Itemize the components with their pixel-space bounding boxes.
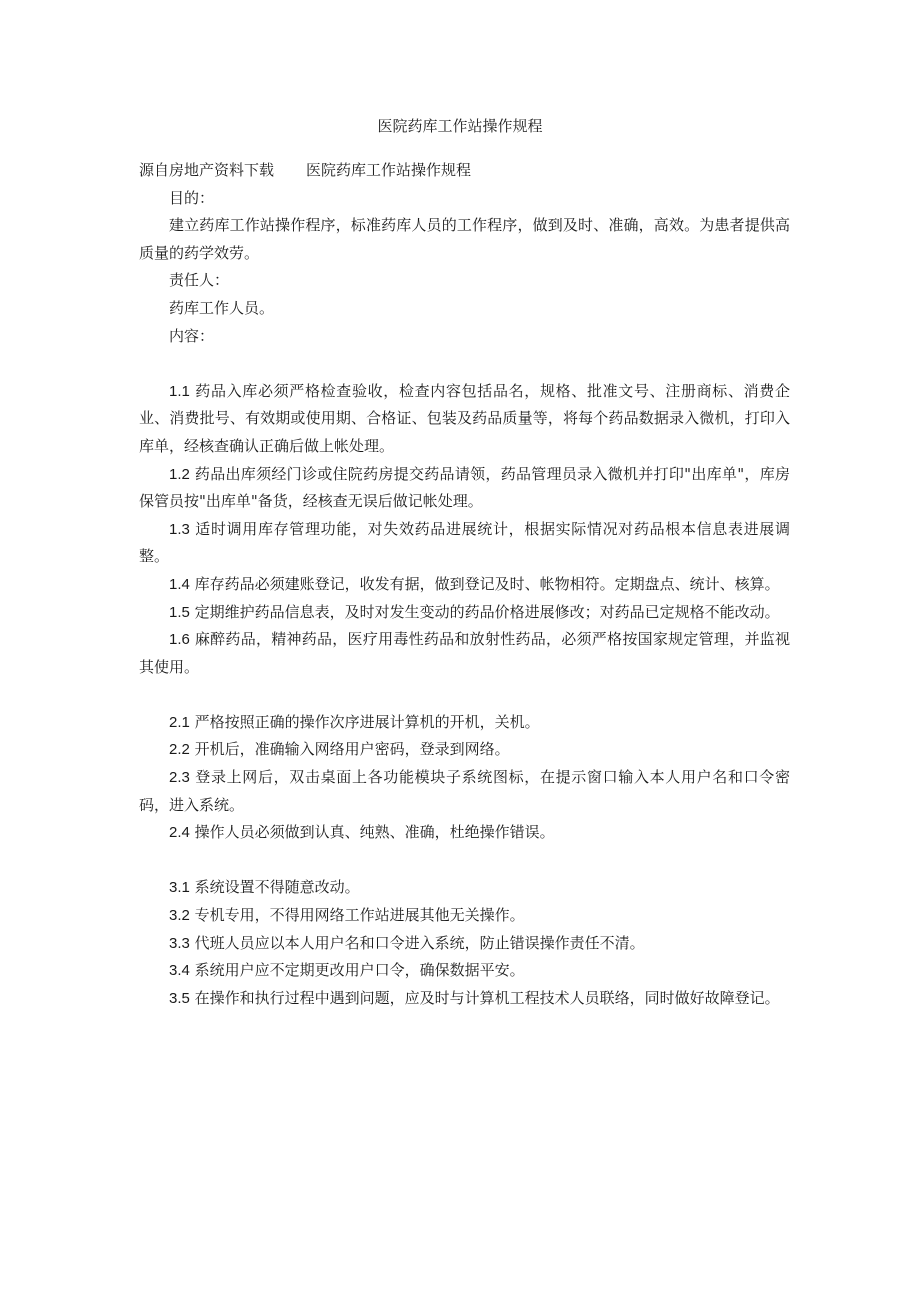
responsible-label: 责任人： — [169, 271, 230, 290]
clause-text: 定期维护药品信息表，及时对发生变动的药品价格进展修改；对药品已定规格不能改动。 — [194, 602, 780, 621]
clause-item — [139, 985, 790, 1013]
clause-number: 3.4 — [169, 962, 190, 980]
clause-number: 3.1 — [169, 879, 190, 897]
document-title: 医院药库工作站操作规程 — [377, 117, 543, 135]
clause-text: 操作人员必须做到认真、纯熟、准确，杜绝操作错误。 — [194, 823, 555, 842]
content-sections — [139, 350, 790, 1012]
clause-text: 登录上网后，双击桌面上各功能模块子系统图标，在提示窗口输入本人用户名和口令密码，进入系统。 — [139, 768, 790, 814]
clause-number: 3.2 — [169, 907, 190, 925]
subtitle-text: 医院药库工作站操作规程 — [306, 161, 472, 179]
responsible-text: 药库工作人员。 — [169, 298, 275, 317]
clause-item — [139, 957, 790, 985]
source-text: 源自房地产资料下载 — [139, 161, 275, 179]
section-spacer — [139, 350, 790, 378]
section-spacer — [139, 847, 790, 875]
clause-item — [139, 819, 790, 847]
clause-text: 库存药品必须建账登记，收发有据，做到登记及时、帐物相符。定期盘点、统计、核算。 — [194, 574, 780, 593]
clause-text: 系统用户应不定期更改用户口令，确保数据平安。 — [194, 961, 525, 980]
clause-number: 2.4 — [169, 824, 190, 842]
clause-number: 3.3 — [169, 934, 190, 952]
clause-number: 1.4 — [169, 575, 190, 593]
clause-number: 1.6 — [169, 631, 190, 649]
clause-item — [139, 764, 790, 819]
clause-item — [139, 599, 790, 627]
clause-text: 严格按照正确的操作次序进展计算机的开机，关机。 — [194, 712, 540, 731]
clause-text: 代班人员应以本人用户名和口令进入系统，防止错误操作责任不清。 — [194, 933, 645, 952]
clause-text: 开机后，准确输入网络用户密码，登录到网络。 — [194, 740, 510, 759]
clause-text: 系统设置不得随意改动。 — [194, 878, 360, 897]
clause-number: 1.3 — [169, 520, 190, 538]
clause-number: 3.5 — [169, 989, 190, 1007]
clause-item — [139, 902, 790, 930]
clause-number: 2.2 — [169, 741, 190, 759]
clause-text: 在操作和执行过程中遇到问题，应及时与计算机工程技术人员联络，同时做好故障登记。 — [194, 988, 780, 1007]
clause-item — [139, 378, 790, 461]
clause-number: 1.1 — [169, 382, 190, 400]
clause-number: 1.2 — [169, 465, 190, 483]
clause-text: 麻醉药品，精神药品，医疗用毒性药品和放射性药品，必须严格按国家规定管理，并监视其使用。 — [139, 630, 790, 676]
clause-number: 1.5 — [169, 603, 190, 621]
clause-item — [139, 516, 790, 571]
clause-number: 2.3 — [169, 769, 190, 787]
clause-item — [139, 736, 790, 764]
clause-item — [139, 874, 790, 902]
clause-item — [139, 626, 790, 681]
clause-item — [139, 461, 790, 516]
clause-text: 适时调用库存管理功能，对失效药品进展统计，根据实际情况对药品根本信息表进展调整。 — [139, 519, 790, 566]
clause-text: 药品出库须经门诊或住院药房提交药品请领，药品管理员录入微机并打印"出库单"，库房保管员按"出库单"备货，经核查无误后做记帐处理。 — [139, 464, 790, 511]
clause-text: 药品入库必须严格检查验收，检查内容包括品名，规格、批准文号、注册商标、消费企业、消费批号、有效期或使用期、合格证、包装及药品质量等，将每个药品数据录入微机，打印入库单，经核查确认正确后做上帐处理。 — [139, 381, 790, 455]
document-body — [139, 157, 790, 1012]
clause-item — [139, 709, 790, 737]
section-spacer — [139, 681, 790, 709]
purpose-label: 目的： — [169, 188, 215, 207]
clause-text: 专机专用，不得用网络工作站进展其他无关操作。 — [194, 906, 525, 925]
clause-number: 2.1 — [169, 713, 190, 731]
purpose-text: 建立药库工作站操作程序，标准药库人员的工作程序，做到及时、准确，高效。为患者提供高质量的药学效劳。 — [139, 216, 790, 262]
clause-item — [139, 571, 790, 599]
source-line — [139, 157, 790, 185]
clause-item — [139, 930, 790, 958]
content-label: 内容： — [169, 326, 215, 345]
